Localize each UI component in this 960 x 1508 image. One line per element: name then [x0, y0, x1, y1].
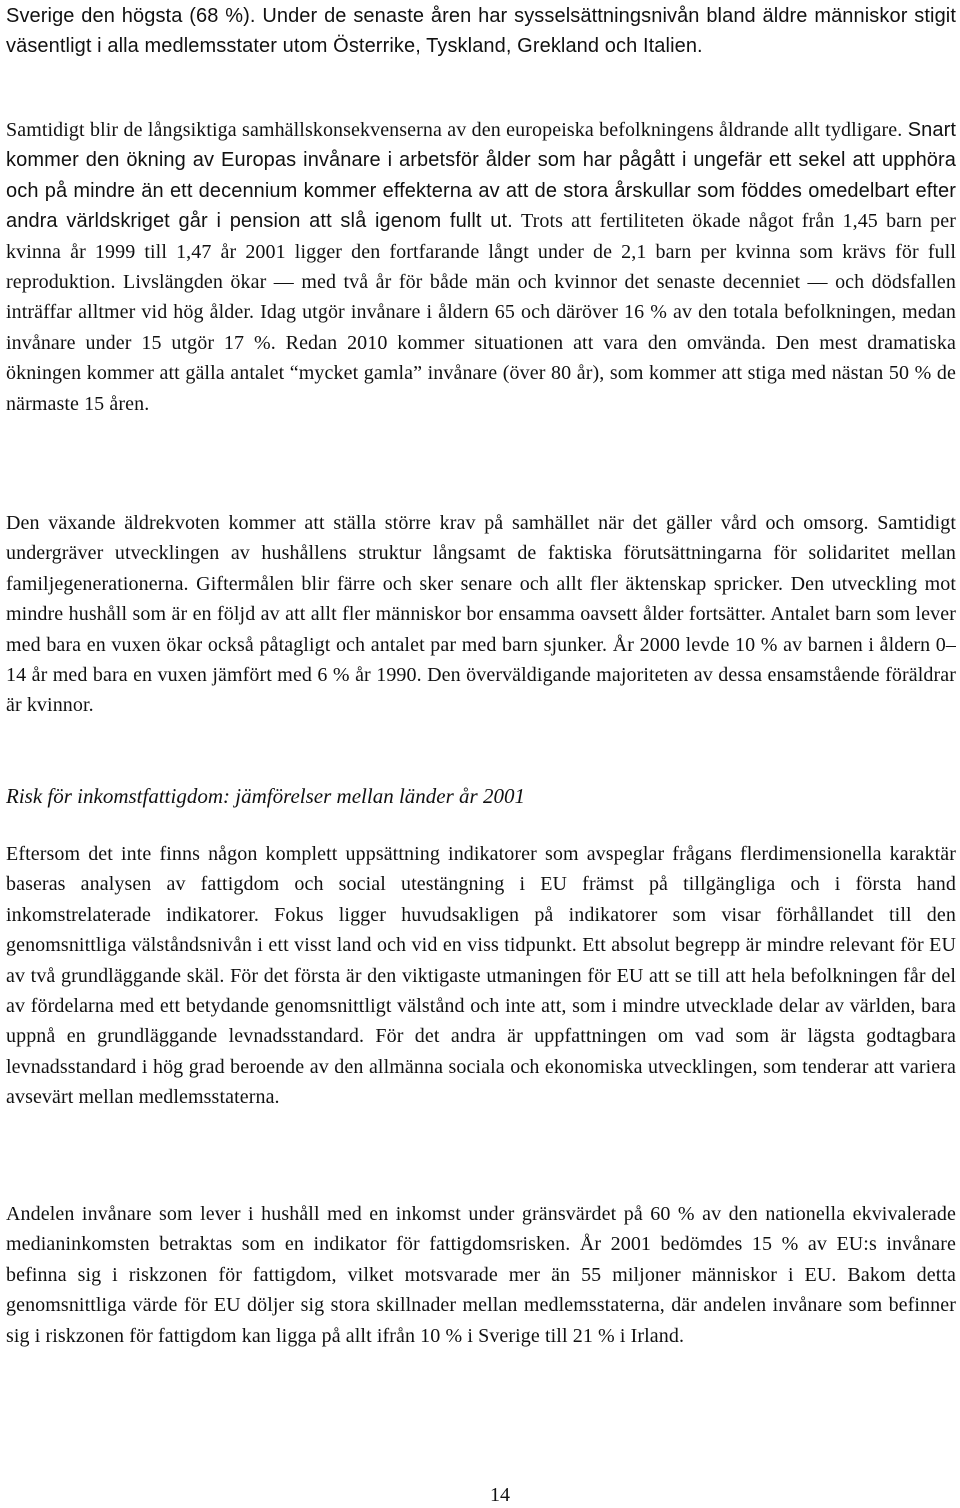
paragraph-poverty-risk: Andelen invånare som lever i hushåll med en inkomst under gränsvärdet på 60 % av den nationella ekvivalerade medianinkomsten betraktas som en indikator för fattigdomsrisken. År 2001 bedömdes 15 % av EU:s invånare befinna sig i riskzonen för fattigdom, vilket motsvarade mer än 55 miljoner människor i EU. Bakom detta genomsnittliga värde för EU döljer sig stora skillnader mellan medlemsstaterna, där andelen invånare som befinner sig i riskzonen för fattigdom kan ligga på allt ifrån 10 % i Sverige till 21 % i Irland. [6, 1203, 956, 1347]
paragraph-poverty-indicators: Eftersom det inte finns någon komplett uppsättning indikatorer som avspeglar frågans flerdimensionella karaktär baseras analysen av fattigdom och social utestängning i EU främst på tillgängliga och i första hand inkomstrelaterade indikatorer. Fokus ligger huvudsakligen på indikatorer som visar förhållandet till den genomsnittliga välståndsnivån i ett visst land och vid en viss tidpunkt. Ett absolut begrepp är mindre relevant för EU av två grundläggande skäl. För det första är den viktigaste utmaningen för EU att se till att hela befolkningen får del av fördelarna med ett betydande genomsnittligt välstånd och inte att, som i mindre utvecklade delar av världen, bara uppnå en grundläggande levnadsstandard. För det andra är uppfattningen om vad som är lägsta godtagbara levnadsstandard i hög grad beroende av den allmänna sociala och ekonomiska utvecklingen, som tenderar att variera avsevärt mellan medlemsstaterna. [6, 843, 956, 1109]
paragraph-employment: Sverige den högsta (68 %). Under de senaste åren har sysselsättningsnivån bland äldre människor stigit väsentligt i alla medlemsstater utom Österrike, Tyskland, Grekland och Italien. [6, 5, 956, 58]
page-number: 14 [490, 1484, 510, 1506]
paragraph-household-structure: Den växande äldrekvoten kommer att ställa större krav på samhället när det gäller vård och omsorg. Samtidigt undergräver utvecklingen av hushållens struktur långsamt de faktiska förutsättningarna för solidaritet mellan familjegenerationerna. Giftermålen blir färre och sker senare och allt fler äktenskap spricker. Den utveckling mot mindre hushåll som är en följd av att allt fler människor bor ensamma oavsett ålder fortsätter. Antalet barn som lever med bara en vuxen ökar också påtagligt och antalet par med barn sjunker. År 2000 levde 10 % av barnen i åldern 0–14 år med bara en vuxen jämfört med 6 % år 1990. Den överväldigande majoriteten av dessa ensamstående föräldrar är kvinnor. [6, 512, 956, 717]
paragraph-ageing-demography: Trots att fertiliteten ökade något från 1,45 barn per kvinna år 1999 till 1,47 år 2001 ligger den fortfarande långt under de 2,1 barn per kvinna som krävs för full reproduktion. Livslängden ökar — med två år för både män och kvinnor det senaste decenniet — och dödsfallen inträffar alltmer vid hög ålder. Idag utgör invånare i åldern 65 och däröver 16 % av den totala befolkningen, medan invånare under 15 utgör 17 %. Redan 2010 kommer situationen att vara den omvända. Den mest dramatiska ökningen kommer att gälla antalet “mycket gamla” invånare (över 80 år), som kommer att stiga med nästan 50 % de närmaste 15 åren. [6, 210, 956, 415]
paragraph-ageing-workforce: Snart kommer den ökning av Europas invånare i arbetsför ålder som har pågått i ungefär ett sekel att upphöra och på mindre än ett decennium kommer effekterna av att de stora årskullar som föddes omedelbart efter andra världskriget går i pension att slå igenom fullt ut. [6, 119, 956, 233]
paragraph-ageing [6, 115, 956, 419]
section-heading: Risk för inkomstfattigdom: jämförelser mellan länder år 2001 [6, 784, 525, 808]
paragraph-ageing-intro: Samtidigt blir de långsiktiga samhällskonsekvenserna av den europeiska befolkningens åldrande allt tydligare. [6, 119, 903, 141]
